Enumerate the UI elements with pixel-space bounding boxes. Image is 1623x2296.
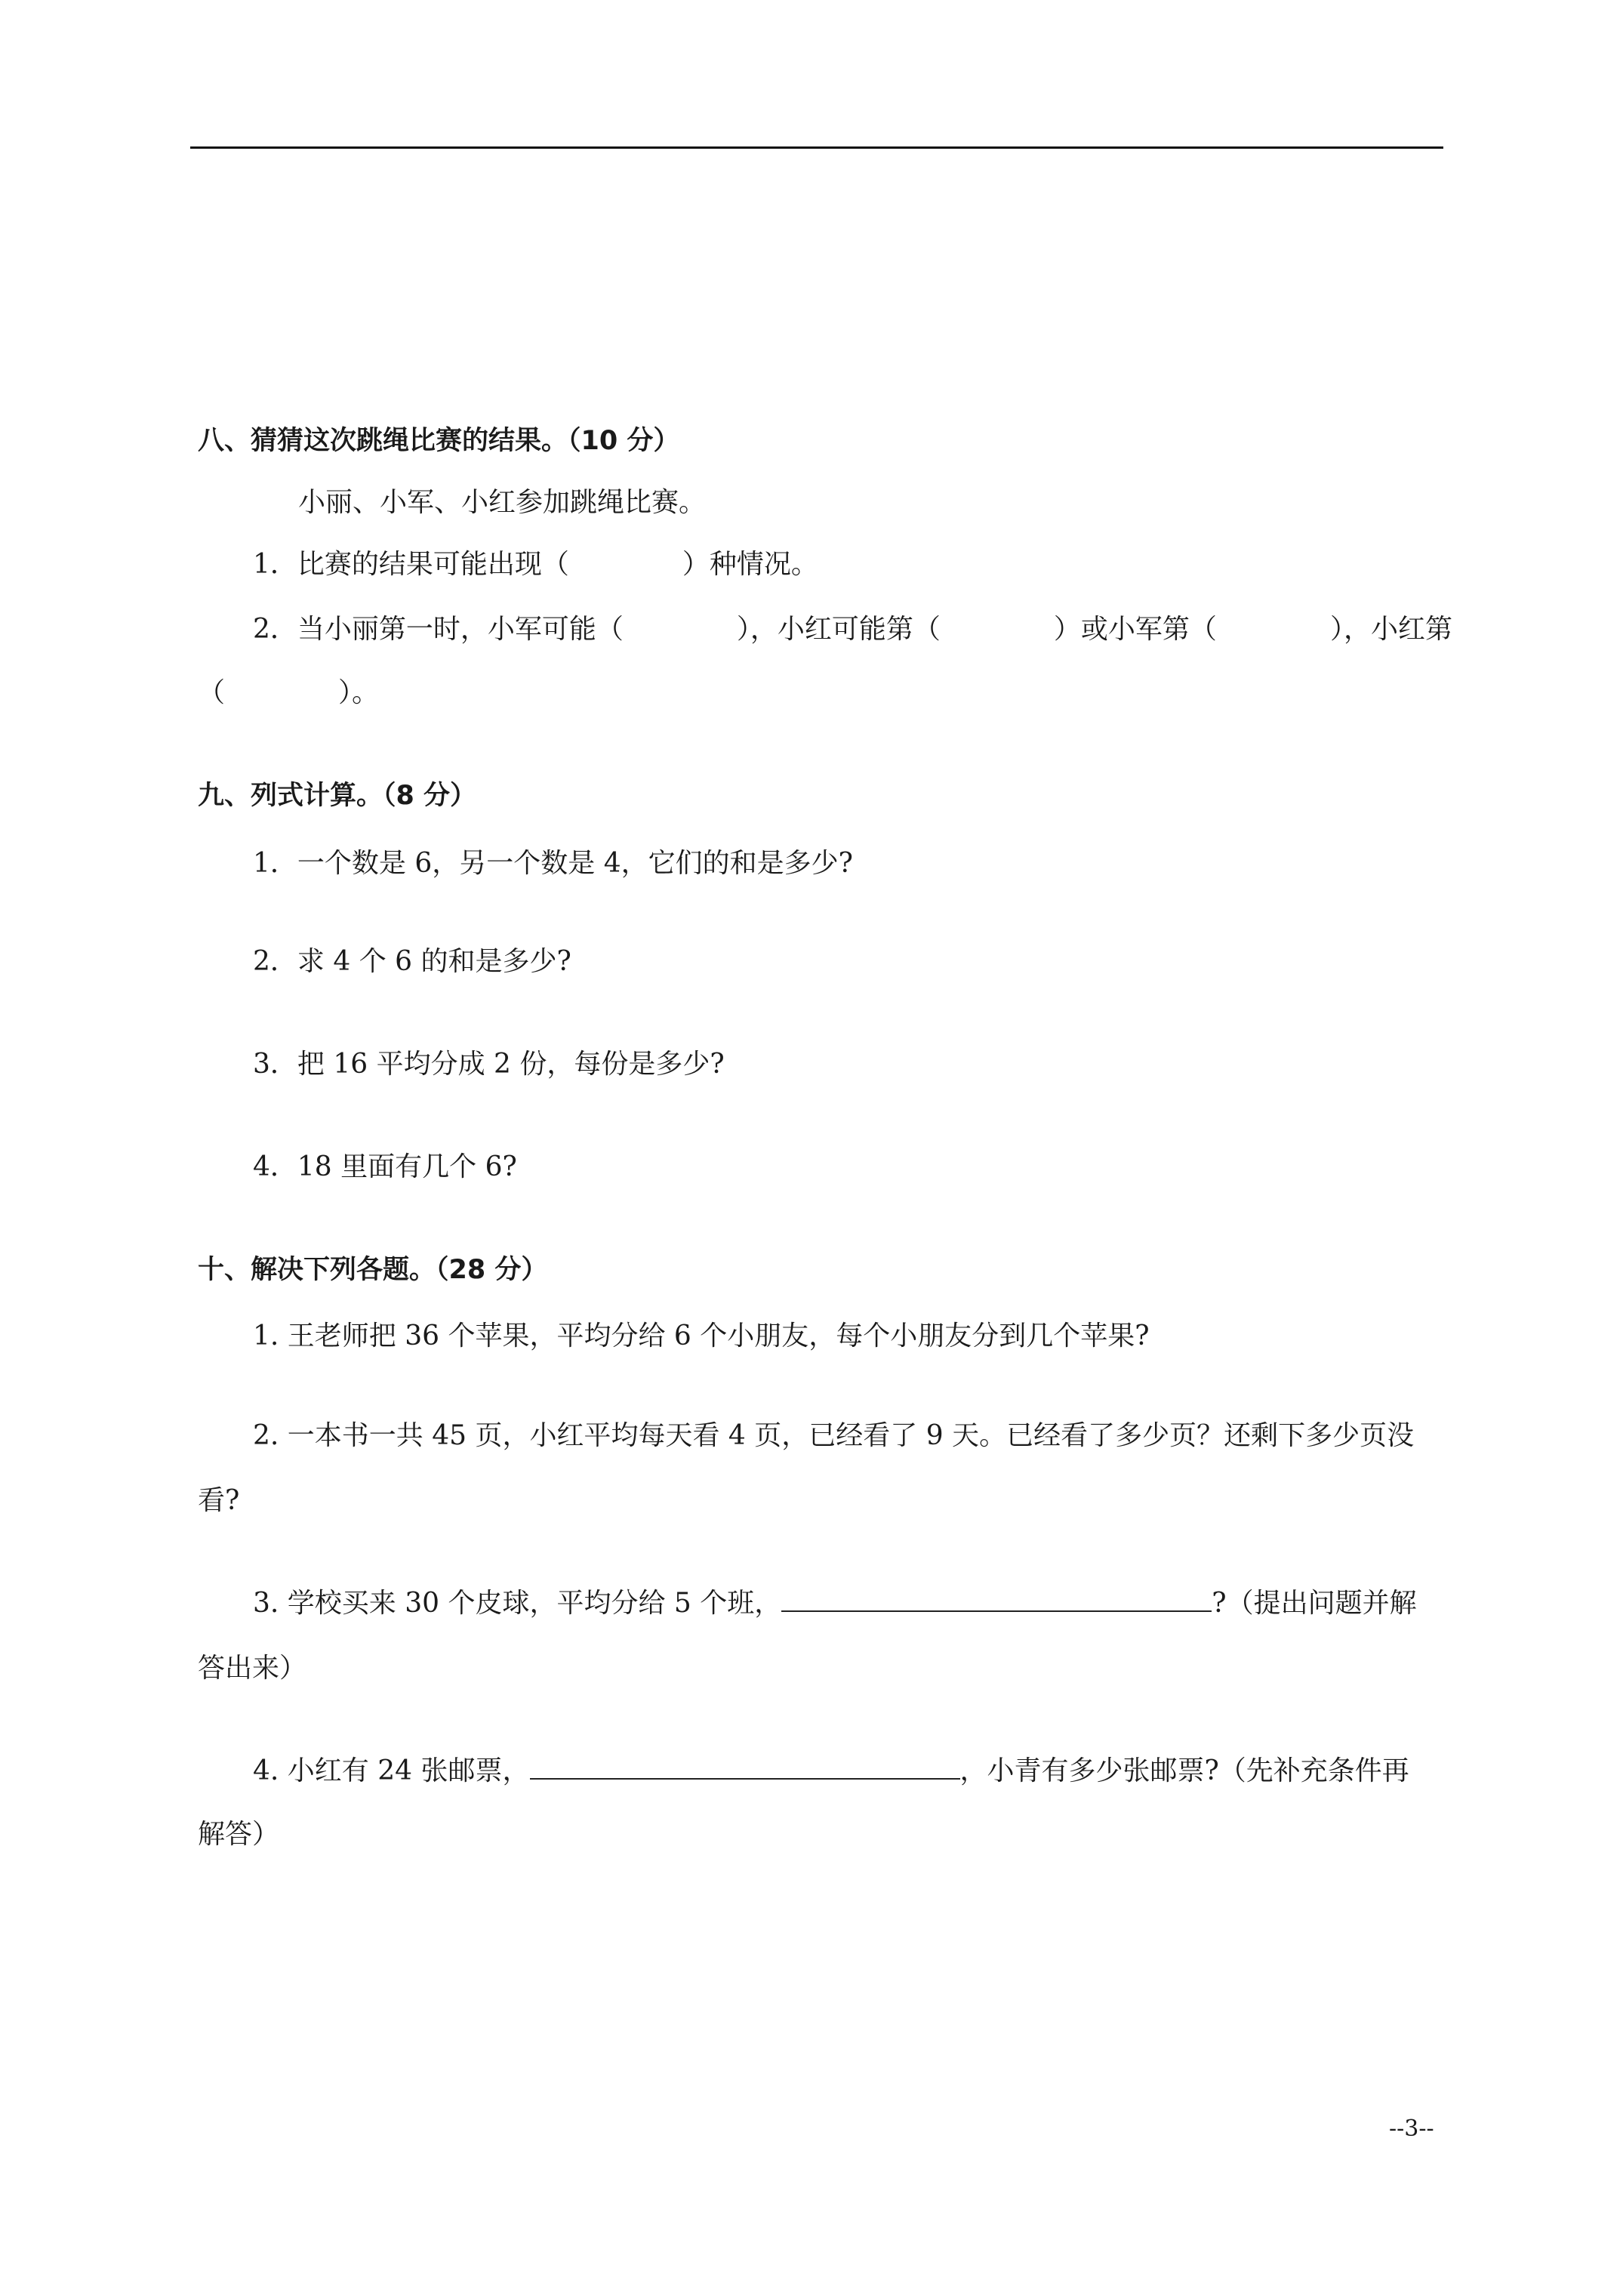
section-8-q2-text-e: （: [198, 677, 226, 708]
section-8-q2-text-f: ）。: [338, 677, 380, 708]
section-8-q1-text-b: ）种情况。: [682, 549, 818, 580]
section-9-question-3: 3．把 16 平均分成 2 份，每份是多少?: [253, 1049, 725, 1080]
section-8-intro: 小丽、小军、小红参加跳绳比赛。: [298, 487, 707, 518]
section-8-q2-text-b: ），小红可能第（: [736, 614, 941, 645]
section-10-question-1: 1. 王老师把 36 个苹果，平均分给 6 个小朋友，每个小朋友分到几个苹果?: [253, 1321, 1150, 1351]
section-10-q3-text-b: ?（提出问题并解: [1212, 1588, 1417, 1619]
section-10-heading: 十、解决下列各题。（28 分）: [198, 1255, 548, 1285]
section-8-question-2: [253, 612, 1452, 648]
section-9-question-2: 2．求 4 个 6 的和是多少?: [253, 946, 571, 977]
section-10-question-3-continued: 答出来）: [198, 1653, 307, 1684]
page-number: --3--: [1389, 2116, 1434, 2142]
section-10-q3-text-a: 3. 学校买来 30 个皮球，平均分给 5 个班，: [253, 1588, 782, 1619]
header-rule: [190, 146, 1443, 149]
section-9-question-1: 1．一个数是 6，另一个数是 4，它们的和是多少?: [253, 848, 853, 879]
section-10-q4-text-a: 4. 小红有 24 张邮票，: [253, 1755, 530, 1786]
section-9-question-4: 4．18 里面有几个 6?: [253, 1151, 517, 1182]
section-10-question-4: [253, 1753, 1409, 1789]
section-10-question-2-continued: 看?: [198, 1485, 240, 1516]
section-8-q2-text-d: ），小红第: [1329, 614, 1452, 645]
section-8-q1-text-a: 1．比赛的结果可能出现（: [253, 549, 569, 580]
section-10-question-2: 2. 一本书一共 45 页，小红平均每天看 4 页，已经看了 9 天。已经看了多少页？还剩下多少页没: [253, 1420, 1415, 1451]
section-9-heading: 九、列式计算。（8 分）: [198, 781, 477, 811]
section-8-q2-text-c: ）或小军第（: [1053, 614, 1217, 645]
section-10-q4-text-b: ，小青有多少张邮票?（先补充条件再: [959, 1755, 1409, 1786]
condition-input-line[interactable]: [530, 1754, 960, 1780]
section-10-question-3: [253, 1586, 1417, 1622]
section-8-q2-text-a: 2．当小丽第一时，小军可能（: [253, 614, 624, 645]
section-8-question-2-continued: [198, 675, 379, 711]
section-10-question-4-continued: 解答）: [198, 1819, 280, 1850]
section-8-question-1: [253, 547, 818, 583]
section-8-heading: 八、猜猜这次跳绳比赛的结果。（10 分）: [198, 426, 680, 456]
question-input-line[interactable]: [781, 1586, 1212, 1612]
